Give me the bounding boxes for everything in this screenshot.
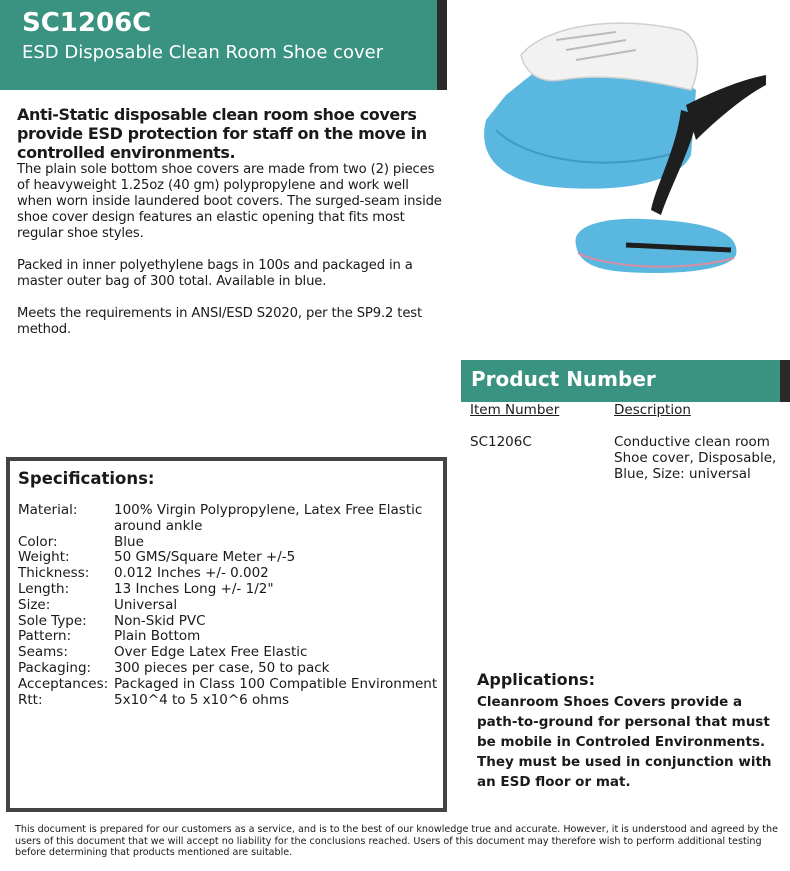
spec-row <box>18 566 438 582</box>
spec-row <box>18 614 438 630</box>
intro-lead: Anti-Static disposable clean room shoe covers provide ESD protection for staff on the move in controlled environments. <box>17 105 427 162</box>
spec-value: Packaged in Class 100 Compatible Environment <box>114 675 438 692</box>
spec-row <box>18 661 438 677</box>
specifications-box <box>6 457 447 812</box>
product-number-edge <box>780 360 790 402</box>
spec-value: Over Edge Latex Free Elastic <box>114 644 308 661</box>
spec-row <box>18 693 438 709</box>
spec-row <box>18 582 438 598</box>
intro-paragraph-1: The plain sole bottom shoe covers are made from two (2) pieces of heavyweight 1.25oz (40 gm) polypropylene and work well when worn inside laundered boot covers. The surged-seam inside shoe cover design features an elastic opening that fits most regular shoe styles. <box>17 162 442 241</box>
spec-value: Universal <box>114 596 178 613</box>
specifications-title: Specifications: <box>18 469 155 488</box>
spec-key: Material: <box>18 502 78 518</box>
spec-key: Weight: <box>18 549 70 566</box>
spec-value: 0.012 Inches +/- 0.002 <box>114 565 269 582</box>
spec-row <box>18 598 438 614</box>
spec-value: 50 GMS/Square Meter +/-5 <box>114 549 296 566</box>
spec-key: Sole Type: <box>18 612 87 629</box>
spec-row <box>18 535 438 551</box>
spec-key: Pattern: <box>18 628 72 645</box>
intro-section <box>17 105 447 338</box>
spec-key: Thickness: <box>18 565 90 582</box>
spec-row <box>18 677 438 693</box>
specifications-list <box>18 503 438 708</box>
spec-value: Non-Skid PVC <box>114 612 206 629</box>
spec-key: Acceptances: <box>18 675 109 692</box>
spec-value: Blue <box>114 533 144 550</box>
shoe-cover-photo <box>466 10 766 285</box>
item-number-header: Item Number <box>470 402 560 418</box>
spec-key: Packaging: <box>18 659 92 676</box>
applications-title: Applications: <box>477 670 595 689</box>
spec-value: 100% Virgin Polypropylene, Latex Free Elastic around ankle <box>114 502 423 534</box>
product-number-title: Product Number <box>471 367 656 391</box>
description-value: Conductive clean room Shoe cover, Disposable, Blue, Size: universal <box>614 434 777 482</box>
spec-row <box>18 550 438 566</box>
spec-key: Rtt: <box>18 691 43 708</box>
product-code: SC1206C <box>22 8 152 38</box>
ground-strap-top <box>686 75 766 140</box>
item-number-value: SC1206C <box>470 434 532 450</box>
applications-body: Cleanroom Shoes Covers provide a path-to-ground for personal that must be mobile in Controled Environments. They must be used in conjunction with an ESD floor or mat. <box>477 694 772 790</box>
spec-value: 300 pieces per case, 50 to pack <box>114 659 330 676</box>
spec-key: Size: <box>18 596 51 613</box>
spec-key: Color: <box>18 533 58 550</box>
spec-row <box>18 645 438 661</box>
product-title: ESD Disposable Clean Room Shoe cover <box>22 42 384 63</box>
spec-value: 5x10^4 to 5 x10^6 ohms <box>114 691 290 708</box>
intro-paragraph-2: Packed in inner polyethylene bags in 100s and packaged in a master outer bag of 300 total. Available in blue. <box>17 258 413 289</box>
spec-value: Plain Bottom <box>114 628 201 645</box>
header-band <box>0 0 447 90</box>
footer-disclaimer: This document is prepared for our customers as a service, and is to the best of our knowledge true and accurate. However, it is understood and agreed by the users of this document that we will accept no liability for the conclusions reached. Users of this document may therefore wish to perform additional testing before determining that products mentioned are suitable. <box>15 824 779 858</box>
description-header: Description <box>614 402 691 418</box>
spec-key: Length: <box>18 580 70 597</box>
product-number-band <box>461 360 790 402</box>
intro-paragraph-3: Meets the requirements in ANSI/ESD S2020, per the SP9.2 test method. <box>17 306 423 337</box>
spec-value: 13 Inches Long +/- 1/2" <box>114 580 274 597</box>
header-edge <box>437 0 447 90</box>
spec-row <box>18 503 438 535</box>
spec-key: Seams: <box>18 644 68 661</box>
spec-row <box>18 629 438 645</box>
